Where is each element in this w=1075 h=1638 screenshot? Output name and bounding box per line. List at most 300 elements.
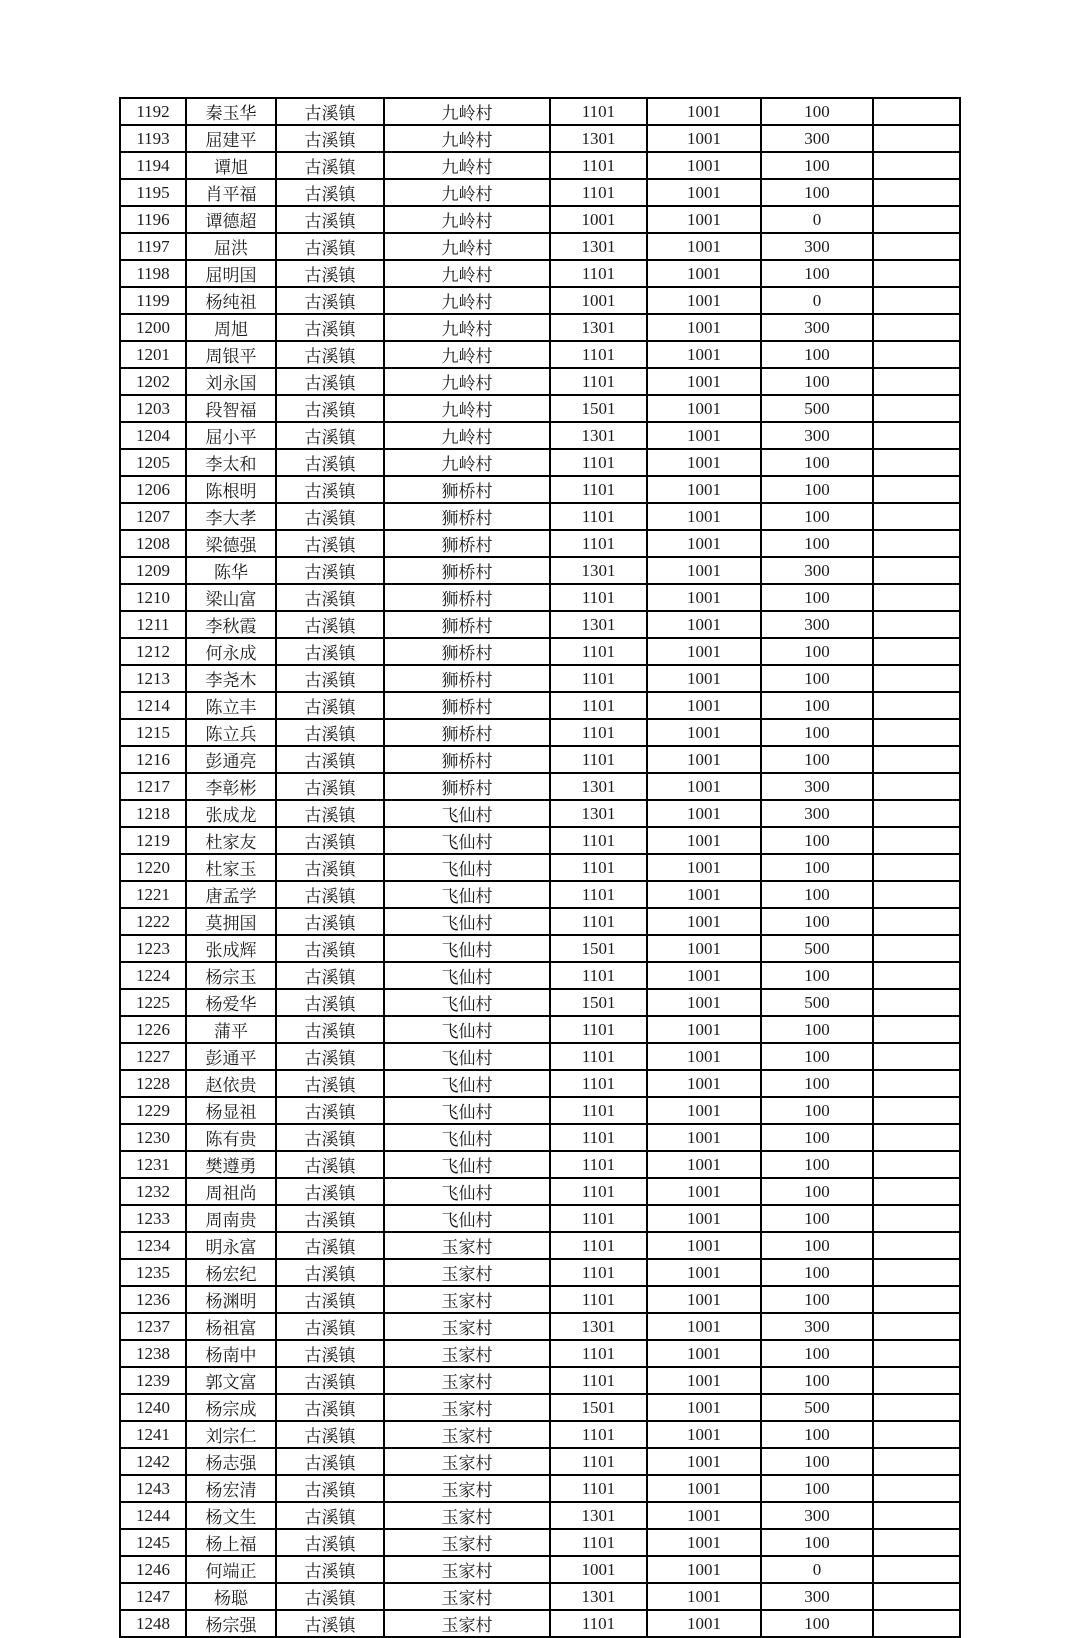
- table-row: [120, 584, 960, 611]
- cell-town: 古溪镇: [276, 260, 384, 287]
- cell-name: 陈根明: [186, 476, 276, 503]
- cell-code-b: 1001: [647, 1259, 761, 1286]
- cell-name: 李秋霞: [186, 611, 276, 638]
- cell-code-a: 1101: [550, 530, 647, 557]
- cell-village: 飞仙村: [384, 1097, 550, 1124]
- cell-blank: [873, 395, 960, 422]
- cell-amount: 100: [761, 1610, 873, 1637]
- cell-blank: [873, 449, 960, 476]
- cell-amount: 100: [761, 179, 873, 206]
- cell-code-b: 1001: [647, 1367, 761, 1394]
- cell-village: 九岭村: [384, 341, 550, 368]
- cell-town: 古溪镇: [276, 1043, 384, 1070]
- cell-amount: 300: [761, 611, 873, 638]
- cell-code-a: 1301: [550, 314, 647, 341]
- cell-blank: [873, 1097, 960, 1124]
- cell-code-b: 1001: [647, 692, 761, 719]
- cell-blank: [873, 368, 960, 395]
- cell-index: 1237: [120, 1313, 186, 1340]
- cell-code-b: 1001: [647, 1232, 761, 1259]
- cell-amount: 500: [761, 989, 873, 1016]
- cell-name: 杜家玉: [186, 854, 276, 881]
- table-row: [120, 1097, 960, 1124]
- cell-name: 何永成: [186, 638, 276, 665]
- cell-blank: [873, 1610, 960, 1637]
- cell-code-a: 1101: [550, 1286, 647, 1313]
- table-row: [120, 1151, 960, 1178]
- cell-village: 九岭村: [384, 314, 550, 341]
- cell-code-b: 1001: [647, 935, 761, 962]
- cell-name: 肖平福: [186, 179, 276, 206]
- cell-blank: [873, 1286, 960, 1313]
- cell-code-a: 1101: [550, 1259, 647, 1286]
- cell-name: 郭文富: [186, 1367, 276, 1394]
- table-row: [120, 989, 960, 1016]
- cell-index: 1201: [120, 341, 186, 368]
- cell-village: 飞仙村: [384, 962, 550, 989]
- cell-index: 1242: [120, 1448, 186, 1475]
- cell-town: 古溪镇: [276, 287, 384, 314]
- cell-amount: 100: [761, 1043, 873, 1070]
- cell-code-a: 1501: [550, 935, 647, 962]
- cell-town: 古溪镇: [276, 800, 384, 827]
- cell-code-b: 1001: [647, 746, 761, 773]
- cell-name: 杨南中: [186, 1340, 276, 1367]
- cell-village: 九岭村: [384, 422, 550, 449]
- cell-blank: [873, 1178, 960, 1205]
- cell-code-a: 1501: [550, 395, 647, 422]
- cell-amount: 100: [761, 692, 873, 719]
- cell-town: 古溪镇: [276, 854, 384, 881]
- cell-index: 1235: [120, 1259, 186, 1286]
- cell-code-a: 1101: [550, 98, 647, 125]
- table-row: [120, 206, 960, 233]
- cell-blank: [873, 557, 960, 584]
- cell-code-b: 1001: [647, 1529, 761, 1556]
- cell-name: 何端正: [186, 1556, 276, 1583]
- cell-town: 古溪镇: [276, 1124, 384, 1151]
- cell-blank: [873, 1556, 960, 1583]
- cell-code-a: 1101: [550, 341, 647, 368]
- table-row: [120, 719, 960, 746]
- cell-code-b: 1001: [647, 1313, 761, 1340]
- cell-town: 古溪镇: [276, 638, 384, 665]
- cell-village: 九岭村: [384, 395, 550, 422]
- cell-blank: [873, 1475, 960, 1502]
- cell-blank: [873, 152, 960, 179]
- cell-index: 1215: [120, 719, 186, 746]
- cell-code-b: 1001: [647, 287, 761, 314]
- cell-index: 1208: [120, 530, 186, 557]
- cell-index: 1232: [120, 1178, 186, 1205]
- cell-code-a: 1001: [550, 206, 647, 233]
- cell-code-a: 1301: [550, 1313, 647, 1340]
- cell-village: 飞仙村: [384, 1178, 550, 1205]
- cell-index: 1204: [120, 422, 186, 449]
- cell-town: 古溪镇: [276, 1583, 384, 1610]
- cell-town: 古溪镇: [276, 1475, 384, 1502]
- cell-village: 玉家村: [384, 1367, 550, 1394]
- cell-amount: 100: [761, 1232, 873, 1259]
- cell-amount: 100: [761, 1124, 873, 1151]
- cell-blank: [873, 98, 960, 125]
- cell-blank: [873, 962, 960, 989]
- cell-code-b: 1001: [647, 476, 761, 503]
- cell-code-a: 1301: [550, 125, 647, 152]
- table-row: [120, 98, 960, 125]
- cell-index: 1245: [120, 1529, 186, 1556]
- cell-name: 李太和: [186, 449, 276, 476]
- cell-town: 古溪镇: [276, 584, 384, 611]
- cell-code-b: 1001: [647, 719, 761, 746]
- cell-village: 飞仙村: [384, 800, 550, 827]
- cell-code-a: 1101: [550, 962, 647, 989]
- cell-code-b: 1001: [647, 395, 761, 422]
- cell-name: 段智福: [186, 395, 276, 422]
- cell-town: 古溪镇: [276, 503, 384, 530]
- cell-town: 古溪镇: [276, 341, 384, 368]
- cell-town: 古溪镇: [276, 1259, 384, 1286]
- table-row: [120, 962, 960, 989]
- cell-village: 九岭村: [384, 233, 550, 260]
- cell-blank: [873, 422, 960, 449]
- cell-village: 飞仙村: [384, 854, 550, 881]
- cell-name: 杨渊明: [186, 1286, 276, 1313]
- cell-name: 杨上福: [186, 1529, 276, 1556]
- cell-code-b: 1001: [647, 881, 761, 908]
- cell-code-a: 1101: [550, 638, 647, 665]
- cell-name: 刘宗仁: [186, 1421, 276, 1448]
- table-row: [120, 746, 960, 773]
- cell-amount: 100: [761, 152, 873, 179]
- cell-amount: 100: [761, 665, 873, 692]
- cell-code-b: 1001: [647, 1124, 761, 1151]
- cell-amount: 300: [761, 1583, 873, 1610]
- cell-village: 九岭村: [384, 125, 550, 152]
- cell-name: 陈立兵: [186, 719, 276, 746]
- cell-village: 狮桥村: [384, 557, 550, 584]
- cell-code-b: 1001: [647, 1556, 761, 1583]
- cell-name: 张成龙: [186, 800, 276, 827]
- cell-amount: 0: [761, 1556, 873, 1583]
- cell-town: 古溪镇: [276, 179, 384, 206]
- cell-amount: 100: [761, 719, 873, 746]
- cell-amount: 100: [761, 1286, 873, 1313]
- cell-blank: [873, 1421, 960, 1448]
- table-row: [120, 557, 960, 584]
- cell-name: 杜家友: [186, 827, 276, 854]
- cell-index: 1194: [120, 152, 186, 179]
- cell-village: 玉家村: [384, 1421, 550, 1448]
- cell-name: 秦玉华: [186, 98, 276, 125]
- cell-village: 玉家村: [384, 1610, 550, 1637]
- cell-name: 屈建平: [186, 125, 276, 152]
- cell-blank: [873, 1205, 960, 1232]
- cell-name: 杨爱华: [186, 989, 276, 1016]
- cell-index: 1222: [120, 908, 186, 935]
- cell-code-b: 1001: [647, 1340, 761, 1367]
- cell-code-a: 1301: [550, 422, 647, 449]
- cell-code-a: 1101: [550, 152, 647, 179]
- cell-village: 狮桥村: [384, 638, 550, 665]
- cell-village: 九岭村: [384, 152, 550, 179]
- cell-village: 狮桥村: [384, 476, 550, 503]
- cell-village: 飞仙村: [384, 1205, 550, 1232]
- cell-name: 唐孟学: [186, 881, 276, 908]
- cell-code-a: 1101: [550, 1097, 647, 1124]
- cell-town: 古溪镇: [276, 692, 384, 719]
- cell-code-b: 1001: [647, 989, 761, 1016]
- table-row: [120, 1232, 960, 1259]
- cell-village: 九岭村: [384, 368, 550, 395]
- cell-code-b: 1001: [647, 206, 761, 233]
- cell-name: 彭通亮: [186, 746, 276, 773]
- cell-village: 狮桥村: [384, 611, 550, 638]
- cell-code-a: 1301: [550, 1583, 647, 1610]
- cell-town: 古溪镇: [276, 476, 384, 503]
- cell-village: 玉家村: [384, 1394, 550, 1421]
- cell-town: 古溪镇: [276, 1610, 384, 1637]
- cell-index: 1197: [120, 233, 186, 260]
- cell-village: 飞仙村: [384, 827, 550, 854]
- cell-code-b: 1001: [647, 1178, 761, 1205]
- cell-name: 杨祖富: [186, 1313, 276, 1340]
- cell-index: 1243: [120, 1475, 186, 1502]
- cell-blank: [873, 1151, 960, 1178]
- cell-name: 周祖尚: [186, 1178, 276, 1205]
- cell-code-b: 1001: [647, 800, 761, 827]
- cell-code-a: 1101: [550, 179, 647, 206]
- cell-amount: 300: [761, 233, 873, 260]
- cell-blank: [873, 341, 960, 368]
- cell-code-b: 1001: [647, 449, 761, 476]
- cell-amount: 100: [761, 854, 873, 881]
- cell-amount: 100: [761, 98, 873, 125]
- cell-code-a: 1301: [550, 611, 647, 638]
- cell-name: 谭旭: [186, 152, 276, 179]
- cell-index: 1199: [120, 287, 186, 314]
- cell-name: 梁德强: [186, 530, 276, 557]
- cell-index: 1223: [120, 935, 186, 962]
- cell-blank: [873, 260, 960, 287]
- cell-code-a: 1101: [550, 1340, 647, 1367]
- cell-village: 九岭村: [384, 179, 550, 206]
- table-row: [120, 503, 960, 530]
- cell-amount: 100: [761, 1097, 873, 1124]
- cell-name: 谭德超: [186, 206, 276, 233]
- cell-code-b: 1001: [647, 773, 761, 800]
- cell-index: 1207: [120, 503, 186, 530]
- cell-blank: [873, 1529, 960, 1556]
- cell-amount: 0: [761, 287, 873, 314]
- cell-town: 古溪镇: [276, 1340, 384, 1367]
- table-row: [120, 1259, 960, 1286]
- cell-blank: [873, 773, 960, 800]
- cell-amount: 100: [761, 1448, 873, 1475]
- cell-blank: [873, 611, 960, 638]
- cell-blank: [873, 206, 960, 233]
- cell-code-b: 1001: [647, 422, 761, 449]
- cell-village: 飞仙村: [384, 1016, 550, 1043]
- table-row: [120, 1124, 960, 1151]
- cell-town: 古溪镇: [276, 1421, 384, 1448]
- cell-index: 1205: [120, 449, 186, 476]
- table-row: [120, 638, 960, 665]
- table-row: [120, 773, 960, 800]
- cell-code-b: 1001: [647, 260, 761, 287]
- cell-index: 1221: [120, 881, 186, 908]
- cell-code-a: 1101: [550, 1016, 647, 1043]
- cell-blank: [873, 1340, 960, 1367]
- cell-name: 陈华: [186, 557, 276, 584]
- cell-code-a: 1501: [550, 1394, 647, 1421]
- cell-town: 古溪镇: [276, 1205, 384, 1232]
- table-row: [120, 1340, 960, 1367]
- cell-code-a: 1301: [550, 233, 647, 260]
- records-table: [119, 97, 961, 1638]
- cell-village: 玉家村: [384, 1448, 550, 1475]
- cell-name: 杨宗成: [186, 1394, 276, 1421]
- table-row: [120, 908, 960, 935]
- cell-code-a: 1101: [550, 584, 647, 611]
- cell-name: 屈小平: [186, 422, 276, 449]
- cell-index: 1218: [120, 800, 186, 827]
- table-row: [120, 341, 960, 368]
- cell-amount: 500: [761, 1394, 873, 1421]
- cell-blank: [873, 1394, 960, 1421]
- table-row: [120, 665, 960, 692]
- cell-village: 飞仙村: [384, 935, 550, 962]
- cell-village: 飞仙村: [384, 1070, 550, 1097]
- cell-name: 李大孝: [186, 503, 276, 530]
- cell-amount: 100: [761, 1421, 873, 1448]
- cell-village: 狮桥村: [384, 665, 550, 692]
- cell-code-b: 1001: [647, 1151, 761, 1178]
- table-row: [120, 1448, 960, 1475]
- cell-code-b: 1001: [647, 341, 761, 368]
- table-row: [120, 611, 960, 638]
- table-row: [120, 935, 960, 962]
- cell-blank: [873, 1016, 960, 1043]
- cell-index: 1226: [120, 1016, 186, 1043]
- cell-name: 杨文生: [186, 1502, 276, 1529]
- cell-blank: [873, 1232, 960, 1259]
- cell-index: 1210: [120, 584, 186, 611]
- cell-blank: [873, 827, 960, 854]
- cell-village: 狮桥村: [384, 584, 550, 611]
- cell-amount: 100: [761, 530, 873, 557]
- cell-amount: 100: [761, 962, 873, 989]
- cell-amount: 500: [761, 395, 873, 422]
- cell-blank: [873, 1583, 960, 1610]
- cell-code-a: 1301: [550, 1502, 647, 1529]
- cell-index: 1198: [120, 260, 186, 287]
- cell-code-b: 1001: [647, 962, 761, 989]
- table-row: [120, 287, 960, 314]
- cell-code-b: 1001: [647, 557, 761, 584]
- cell-blank: [873, 989, 960, 1016]
- cell-code-a: 1101: [550, 260, 647, 287]
- cell-amount: 500: [761, 935, 873, 962]
- cell-code-a: 1101: [550, 1124, 647, 1151]
- cell-town: 古溪镇: [276, 1178, 384, 1205]
- cell-amount: 100: [761, 341, 873, 368]
- cell-blank: [873, 1313, 960, 1340]
- table-row: [120, 1610, 960, 1637]
- cell-name: 张成辉: [186, 935, 276, 962]
- cell-code-b: 1001: [647, 503, 761, 530]
- table-row: [120, 368, 960, 395]
- cell-town: 古溪镇: [276, 233, 384, 260]
- cell-index: 1220: [120, 854, 186, 881]
- cell-name: 杨宏纪: [186, 1259, 276, 1286]
- cell-code-a: 1101: [550, 1475, 647, 1502]
- cell-town: 古溪镇: [276, 746, 384, 773]
- table-row: [120, 125, 960, 152]
- cell-village: 狮桥村: [384, 746, 550, 773]
- cell-blank: [873, 1124, 960, 1151]
- cell-amount: 100: [761, 1178, 873, 1205]
- cell-name: 陈立丰: [186, 692, 276, 719]
- cell-code-b: 1001: [647, 98, 761, 125]
- cell-village: 玉家村: [384, 1529, 550, 1556]
- table-row: [120, 1556, 960, 1583]
- cell-code-a: 1101: [550, 719, 647, 746]
- cell-amount: 300: [761, 800, 873, 827]
- cell-amount: 300: [761, 422, 873, 449]
- cell-town: 古溪镇: [276, 368, 384, 395]
- cell-amount: 100: [761, 908, 873, 935]
- cell-index: 1236: [120, 1286, 186, 1313]
- cell-code-a: 1101: [550, 1367, 647, 1394]
- cell-index: 1217: [120, 773, 186, 800]
- cell-code-b: 1001: [647, 827, 761, 854]
- cell-blank: [873, 1367, 960, 1394]
- cell-blank: [873, 125, 960, 152]
- cell-index: 1192: [120, 98, 186, 125]
- cell-blank: [873, 503, 960, 530]
- cell-town: 古溪镇: [276, 1286, 384, 1313]
- cell-blank: [873, 530, 960, 557]
- cell-name: 赵依贵: [186, 1070, 276, 1097]
- table-row: [120, 1583, 960, 1610]
- cell-index: 1214: [120, 692, 186, 719]
- cell-town: 古溪镇: [276, 881, 384, 908]
- cell-code-a: 1101: [550, 1448, 647, 1475]
- cell-name: 李尧木: [186, 665, 276, 692]
- table-row: [120, 233, 960, 260]
- cell-amount: 100: [761, 368, 873, 395]
- cell-town: 古溪镇: [276, 1097, 384, 1124]
- cell-blank: [873, 1502, 960, 1529]
- table-row: [120, 881, 960, 908]
- table-row: [120, 152, 960, 179]
- cell-index: 1238: [120, 1340, 186, 1367]
- cell-amount: 100: [761, 1367, 873, 1394]
- cell-name: 杨显祖: [186, 1097, 276, 1124]
- cell-code-a: 1101: [550, 908, 647, 935]
- cell-code-a: 1101: [550, 746, 647, 773]
- cell-code-a: 1101: [550, 368, 647, 395]
- table-row: [120, 1475, 960, 1502]
- cell-village: 玉家村: [384, 1259, 550, 1286]
- cell-name: 蒲平: [186, 1016, 276, 1043]
- cell-town: 古溪镇: [276, 206, 384, 233]
- cell-code-a: 1101: [550, 1178, 647, 1205]
- cell-village: 狮桥村: [384, 719, 550, 746]
- cell-blank: [873, 638, 960, 665]
- table-row: [120, 827, 960, 854]
